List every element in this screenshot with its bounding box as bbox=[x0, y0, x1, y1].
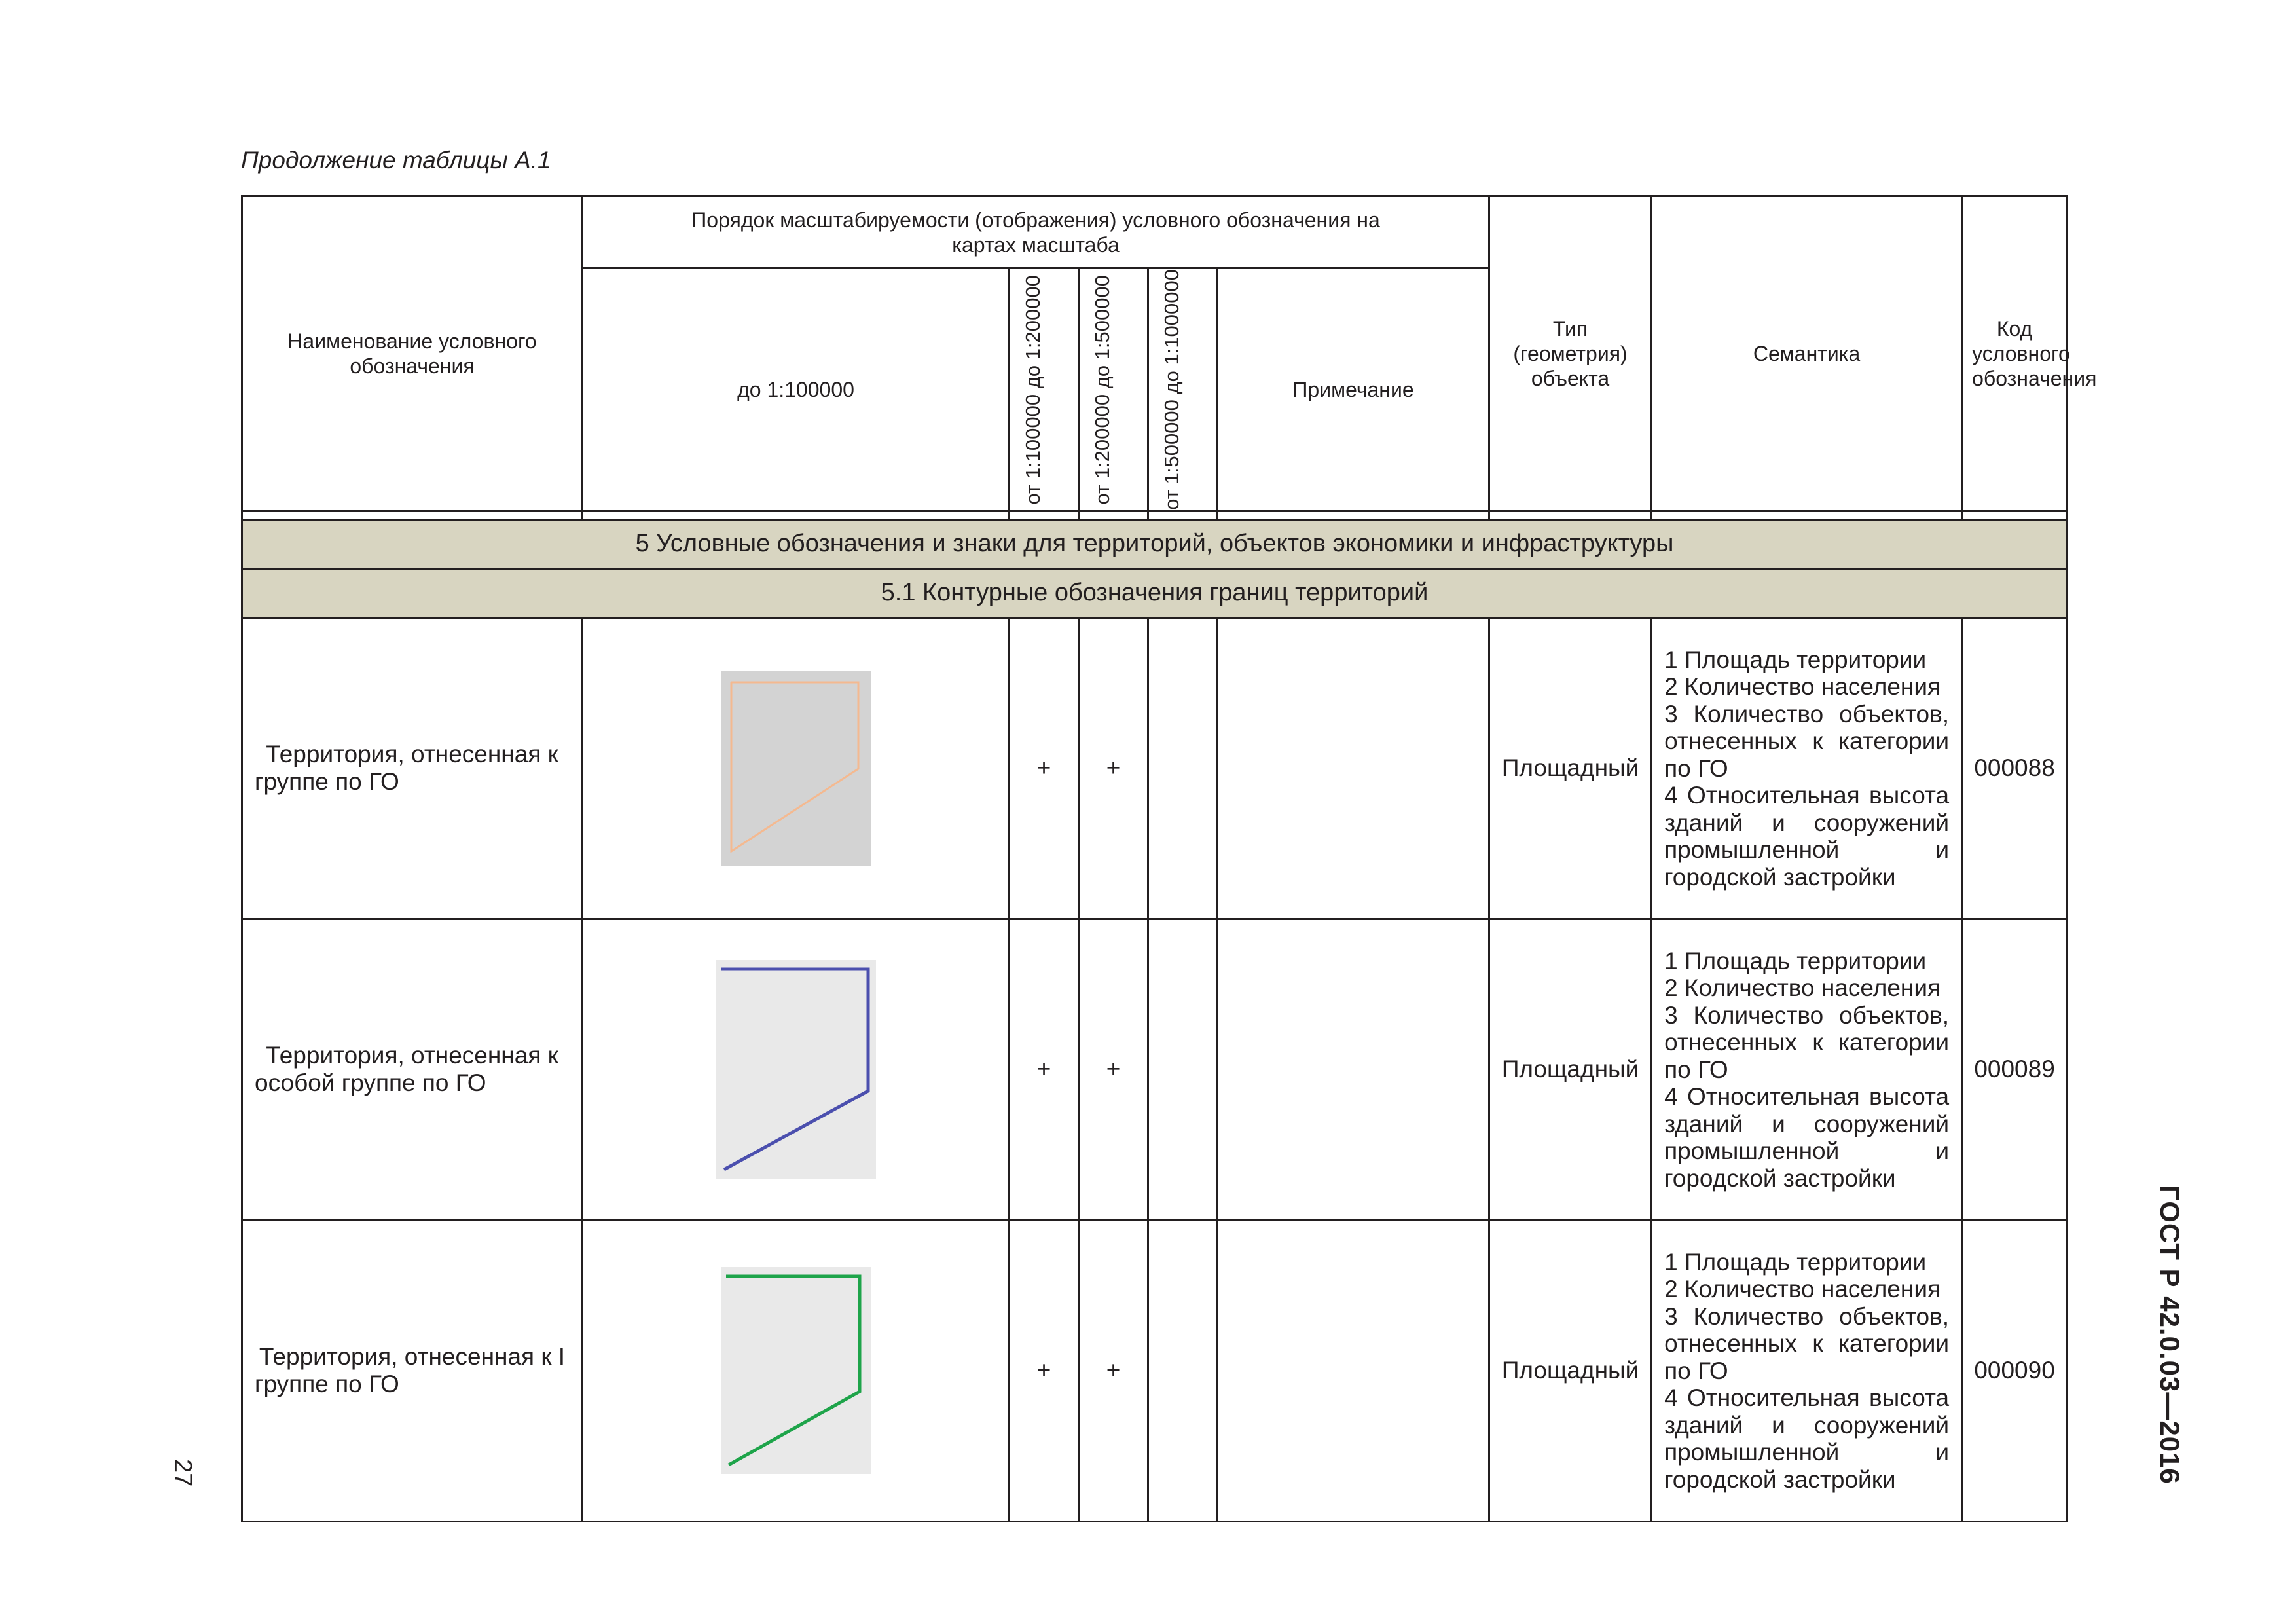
section-5-title: 5 Условные обозначения и знаки для территорий, объектов экономики и инфраструктуры bbox=[242, 519, 2068, 568]
symbol-name: Территория, отнесенная к группе по ГО bbox=[242, 618, 583, 919]
symbol-background bbox=[716, 960, 876, 1179]
code-cell: 000089 bbox=[1962, 919, 2068, 1220]
boundary-symbol-orange bbox=[721, 671, 871, 866]
symbol-name: Территория, отнесенная к I группе по ГО bbox=[242, 1220, 583, 1521]
scale-mark-3: + bbox=[1079, 919, 1148, 1220]
table-caption: Продолжение таблицы А.1 bbox=[241, 147, 551, 174]
note-cell bbox=[1218, 618, 1489, 919]
type-cell: Площадный bbox=[1489, 919, 1652, 1220]
scale-mark-2: + bbox=[1010, 618, 1079, 919]
note-cell bbox=[1218, 919, 1489, 1220]
symbol-image-cell bbox=[583, 919, 1010, 1220]
boundary-symbol-blue bbox=[716, 960, 876, 1179]
scale-mark-4 bbox=[1148, 919, 1218, 1220]
standard-designation: ГОСТ Р 42.0.03—2016 bbox=[2155, 1185, 2185, 1485]
header-scale-4: от 1:500000 до 1:1000000 bbox=[1148, 268, 1218, 511]
header-name: Наименование условного обозначения bbox=[242, 196, 583, 511]
header-code: Код условного обозначения bbox=[1962, 196, 2068, 511]
boundary-symbol-green bbox=[721, 1267, 871, 1474]
code-cell: 000088 bbox=[1962, 618, 2068, 919]
header-scale-3: от 1:200000 до 1:500000 bbox=[1079, 268, 1148, 511]
scale-mark-3: + bbox=[1079, 1220, 1148, 1521]
scale-mark-3: + bbox=[1079, 618, 1148, 919]
header-separator bbox=[242, 511, 2068, 519]
symbol-background bbox=[721, 671, 871, 866]
header-type: Тип (геометрия) объекта bbox=[1489, 196, 1652, 511]
symbol-name: Территория, отнесенная к особой группе по ГО bbox=[242, 919, 583, 1220]
header-note: Примечание bbox=[1218, 268, 1489, 511]
header-scale-2: от 1:100000 до 1:200000 bbox=[1010, 268, 1079, 511]
semantics-text: 1 Площадь территории 2 Количество населения 3 Количество объектов, отнесенных к категории по ГО 4 Относительная высота зданий и сооружений промышленной и городской застройки bbox=[1664, 646, 1950, 891]
semantics-text: 1 Площадь территории 2 Количество населения 3 Количество объектов, отнесенных к категории по ГО 4 Относительная высота зданий и сооружений промышленной и городской застройки bbox=[1664, 1248, 1950, 1493]
symbol-image-cell bbox=[583, 618, 1010, 919]
scale-mark-2: + bbox=[1010, 1220, 1079, 1521]
scale-mark-4 bbox=[1148, 618, 1218, 919]
symbol-background bbox=[721, 1267, 871, 1474]
type-cell: Площадный bbox=[1489, 618, 1652, 919]
table-row bbox=[242, 919, 2068, 1220]
scale-mark-2: + bbox=[1010, 919, 1079, 1220]
note-cell bbox=[1218, 1220, 1489, 1521]
table-row bbox=[242, 1220, 2068, 1521]
page-number: 27 bbox=[169, 1459, 196, 1487]
table-row bbox=[242, 618, 2068, 919]
code-cell: 000090 bbox=[1962, 1220, 2068, 1521]
symbol-image-cell bbox=[583, 1220, 1010, 1521]
semantics-text: 1 Площадь территории 2 Количество населения 3 Количество объектов, отнесенных к категории по ГО 4 Относительная высота зданий и сооружений промышленной и городской застройки bbox=[1664, 947, 1950, 1192]
header-scale-1: до 1:100000 bbox=[583, 268, 1010, 511]
section-5-1-title: 5.1 Контурные обозначения границ территорий bbox=[242, 568, 2068, 618]
header-scale-group: Порядок масштабируемости (отображения) условного обозначения на картах масштаба bbox=[583, 196, 1489, 268]
semantics-cell bbox=[1652, 919, 1962, 1220]
semantics-cell bbox=[1652, 1220, 1962, 1521]
symbols-table bbox=[241, 195, 2097, 1522]
type-cell: Площадный bbox=[1489, 1220, 1652, 1521]
semantics-cell bbox=[1652, 618, 1962, 919]
header-semantics: Семантика bbox=[1652, 196, 1962, 511]
scale-mark-4 bbox=[1148, 1220, 1218, 1521]
